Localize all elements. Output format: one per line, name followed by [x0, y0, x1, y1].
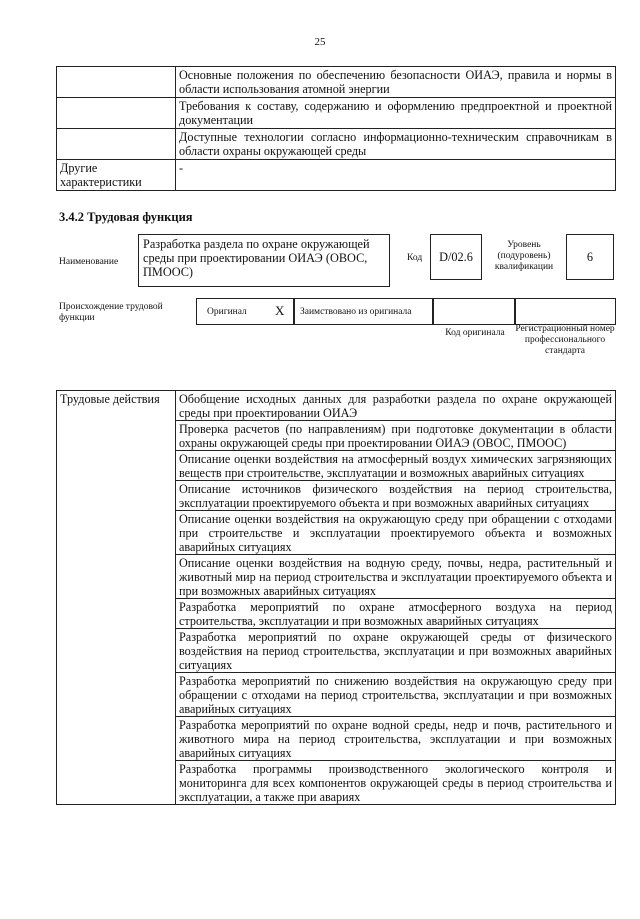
borrowed-label: Заимствовано из оригинала [300, 307, 412, 317]
table-row [57, 67, 616, 98]
labor-action: Описание оценки воздействия на водную среду, почвы, недра, растительный и животный мир на период строительства и эксплуатации проектируемого объекта и при возможных аварийных ситуациях [176, 555, 616, 599]
code-label: Код [407, 253, 423, 263]
table-row [57, 391, 616, 421]
table-row [57, 129, 616, 160]
section-title: 3.4.2 Трудовая функция [59, 210, 193, 224]
row-text: - [176, 160, 616, 191]
labor-action: Разработка мероприятий по охране окружающей среды от физического воздействия на период строительства, эксплуатации и при возможных аварийных ситуациях [176, 629, 616, 673]
labor-action: Разработка программы производственного экологического контроля и мониторинга для всех компонентов окружающей среды в период строительства и эксплуатации, а также при авариях [176, 761, 616, 805]
labor-action: Описание оценки воздействия на окружающую среду при обращении с отходами при строительстве и эксплуатации проектируемого объекта и возможных аварийных ситуациях [176, 511, 616, 555]
row-label [57, 67, 176, 98]
row-text: Основные положения по обеспечению безопасности ОИАЭ, правила и нормы в области использования атомной энергии [176, 67, 616, 98]
labor-action: Проверка расчетов (по направлениям) при подготовке документации в области охраны окружающей среды при проектировании ОИАЭ (ОВОС, ПМООС) [176, 421, 616, 451]
function-name: Разработка раздела по охране окружающей среды при проектировании ОИАЭ (ОВОС, ПМООС) [143, 237, 370, 279]
function-name-box [138, 234, 390, 287]
row-label [57, 98, 176, 129]
original-box [196, 298, 294, 325]
labor-actions-table [56, 390, 616, 805]
qualification-level: 6 [586, 250, 594, 264]
level-label: Уровень (подуровень) квалификации [494, 240, 554, 272]
function-code-box [430, 234, 482, 280]
table-row [57, 160, 616, 191]
origin-label: Происхождение трудовой функции [59, 302, 163, 323]
qualification-level-box [566, 234, 614, 280]
reg-number-box [515, 298, 616, 325]
labor-action: Разработка мероприятий по охране водной среды, недр и почв, растительного и животного мира на период строительства, эксплуатации и при возможных аварийных ситуациях [176, 717, 616, 761]
name-label: Наименование [59, 257, 119, 267]
labor-actions-label: Трудовые действия [57, 391, 176, 805]
table-row [57, 98, 616, 129]
labor-action: Описание источников физического воздействия на период строительства, эксплуатации проектируемого объекта и при возможных аварийных ситуациях [176, 481, 616, 511]
labor-action: Разработка мероприятий по снижению воздействия на окружающую среду при обращении с отходами на период строительства, эксплуатации и при возможных аварийных ситуациях [176, 673, 616, 717]
row-label [57, 129, 176, 160]
row-label: Другие характеристики [57, 160, 176, 191]
knowledge-table [56, 66, 616, 191]
original-label: Оригинал [207, 307, 247, 317]
code-original-caption: Код оригинала [445, 328, 505, 338]
labor-action: Описание оценки воздействия на атмосферный воздух химических загрязняющих веществ при строительстве, эксплуатации и возможных аварийных ситуациях [176, 451, 616, 481]
row-text: Требования к составу, содержанию и оформлению предпроектной и проектной документации [176, 98, 616, 129]
borrowed-box [294, 298, 433, 325]
code-original-box [433, 298, 515, 325]
reg-number-caption: Регистрационный номер профессионального стандарта [515, 324, 615, 356]
function-code: D/02.6 [439, 250, 473, 264]
labor-action: Разработка мероприятий по охране атмосферного воздуха на период строительства, эксплуатации и при возможных аварийных ситуациях [176, 599, 616, 629]
labor-action: Обобщение исходных данных для разработки раздела по охране окружающей среды при проектировании ОИАЭ [176, 391, 616, 421]
row-text: Доступные технологии согласно информационно-техническим справочникам в области охраны окружающей среды [176, 129, 616, 160]
page-number: 25 [314, 36, 326, 48]
original-mark: X [275, 303, 285, 318]
